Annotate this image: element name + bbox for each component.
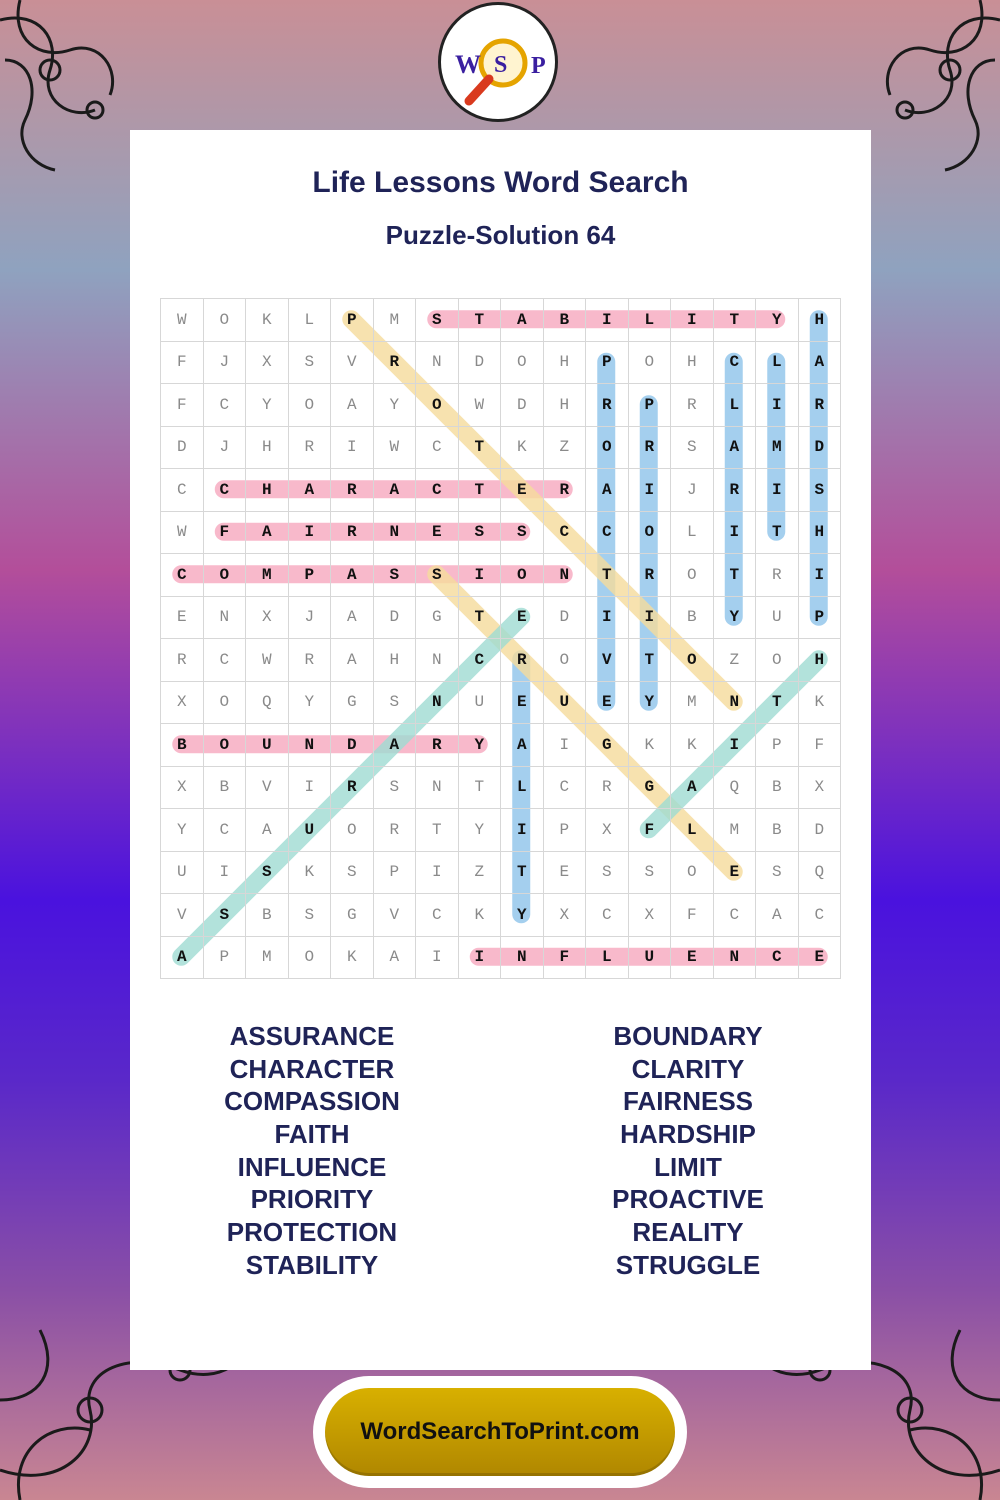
word-item-protection: PROTECTION xyxy=(226,1217,398,1248)
grid-cell[interactable]: Y xyxy=(714,597,757,640)
grid-cell[interactable]: C xyxy=(586,894,629,937)
corner-ornament-top-right xyxy=(870,0,1000,180)
grid-cell[interactable]: S xyxy=(246,852,289,895)
word-list-right xyxy=(538,1020,838,1282)
grid-cell[interactable]: M xyxy=(714,809,757,852)
grid-cell[interactable]: C xyxy=(204,384,247,427)
grid-cell[interactable]: K xyxy=(459,894,502,937)
page-subtitle: Puzzle-Solution 64 xyxy=(385,220,616,250)
grid-cell[interactable]: A xyxy=(501,724,544,767)
grid-cell[interactable]: E xyxy=(714,852,757,895)
grid-cell[interactable]: N xyxy=(416,682,459,725)
grid-cell[interactable]: J xyxy=(289,597,332,640)
grid-cell[interactable]: R xyxy=(331,469,374,512)
grid-cell[interactable]: A xyxy=(246,809,289,852)
grid-cell[interactable]: A xyxy=(374,724,417,767)
grid-cell[interactable]: V xyxy=(331,342,374,385)
wsp-logo[interactable] xyxy=(438,2,558,122)
grid-cell[interactable]: L xyxy=(289,299,332,342)
grid-cell[interactable]: T xyxy=(756,682,799,725)
grid-cell[interactable]: N xyxy=(714,937,757,980)
grid-cell[interactable]: I xyxy=(501,809,544,852)
grid-cell[interactable]: F xyxy=(629,809,672,852)
grid-cell[interactable]: E xyxy=(501,469,544,512)
grid-cell[interactable]: E xyxy=(799,937,842,980)
grid-cell[interactable]: M xyxy=(246,937,289,980)
grid-cell[interactable]: I xyxy=(714,724,757,767)
grid-cell[interactable]: I xyxy=(204,852,247,895)
grid-cell[interactable]: T xyxy=(416,809,459,852)
grid-cell[interactable]: B xyxy=(671,597,714,640)
grid-cell[interactable]: A xyxy=(374,937,417,980)
grid-cell[interactable]: W xyxy=(161,512,204,555)
grid-cell[interactable]: Y xyxy=(246,384,289,427)
grid-cell[interactable]: R xyxy=(544,469,587,512)
grid-cell[interactable]: S xyxy=(289,894,332,937)
logo-letter-p: P xyxy=(531,53,546,79)
puzzle-card xyxy=(130,130,871,1370)
grid-cell[interactable]: Y xyxy=(629,682,672,725)
grid-cell[interactable]: I xyxy=(714,512,757,555)
grid-cell[interactable]: T xyxy=(459,469,502,512)
grid-cell[interactable]: Z xyxy=(714,639,757,682)
page-title: Life Lessons Word Search xyxy=(312,166,689,199)
grid-cell[interactable]: X xyxy=(544,894,587,937)
grid-cell[interactable]: X xyxy=(161,682,204,725)
grid-cell[interactable]: C xyxy=(714,342,757,385)
grid-cell[interactable]: S xyxy=(756,852,799,895)
grid-cell[interactable]: A xyxy=(331,554,374,597)
grid-cell[interactable]: I xyxy=(756,384,799,427)
grid-cell[interactable]: H xyxy=(671,342,714,385)
grid-cell[interactable]: P xyxy=(629,384,672,427)
grid-cell[interactable]: W xyxy=(246,639,289,682)
grid-cell[interactable]: C xyxy=(544,767,587,810)
grid-cell[interactable]: J xyxy=(204,427,247,470)
grid-cell[interactable]: R xyxy=(629,554,672,597)
grid-cell[interactable]: W xyxy=(374,427,417,470)
grid-cell[interactable]: X xyxy=(246,342,289,385)
word-item-character: CHARACTER xyxy=(229,1053,395,1084)
grid-cell[interactable]: Q xyxy=(799,852,842,895)
grid-cell[interactable]: L xyxy=(671,512,714,555)
grid-cell[interactable]: C xyxy=(799,894,842,937)
grid-cell[interactable]: F xyxy=(204,512,247,555)
grid-cell[interactable]: K xyxy=(799,682,842,725)
grid-cell[interactable]: I xyxy=(416,937,459,980)
grid-cell[interactable]: F xyxy=(161,342,204,385)
grid-cell[interactable]: S xyxy=(416,554,459,597)
grid-cell[interactable]: F xyxy=(544,937,587,980)
grid-cell[interactable]: A xyxy=(799,342,842,385)
grid-cell[interactable]: N xyxy=(289,724,332,767)
grid-cell[interactable]: A xyxy=(714,427,757,470)
grid-cell[interactable]: H xyxy=(799,512,842,555)
grid-cell[interactable]: W xyxy=(459,384,502,427)
grid-cell[interactable]: N xyxy=(544,554,587,597)
grid-cell[interactable]: D xyxy=(544,597,587,640)
grid-cell[interactable]: V xyxy=(246,767,289,810)
grid-cell[interactable]: I xyxy=(289,512,332,555)
grid-cell[interactable]: C xyxy=(204,639,247,682)
grid-cell[interactable]: Q xyxy=(246,682,289,725)
grid-cell[interactable]: Y xyxy=(756,299,799,342)
magnifier-icon xyxy=(441,5,555,119)
grid-cell[interactable]: H xyxy=(799,639,842,682)
grid-cell[interactable]: R xyxy=(289,639,332,682)
grid-cell[interactable]: I xyxy=(799,554,842,597)
grid-cell[interactable]: R xyxy=(161,639,204,682)
grid-cell[interactable]: A xyxy=(501,299,544,342)
grid-cell[interactable]: F xyxy=(161,384,204,427)
grid-cell[interactable]: N xyxy=(416,639,459,682)
grid-cell[interactable]: N xyxy=(416,767,459,810)
grid-cell[interactable]: U xyxy=(459,682,502,725)
grid-cell[interactable]: D xyxy=(459,342,502,385)
grid-cell[interactable]: Y xyxy=(374,384,417,427)
grid-cell[interactable]: C xyxy=(416,894,459,937)
letter-grid xyxy=(160,298,841,979)
grid-cell[interactable]: J xyxy=(671,469,714,512)
grid-cell[interactable]: T xyxy=(459,597,502,640)
grid-cell[interactable]: X xyxy=(246,597,289,640)
grid-cell[interactable]: I xyxy=(459,937,502,980)
grid-cell[interactable]: L xyxy=(756,342,799,385)
grid-cell[interactable]: G xyxy=(629,767,672,810)
grid-cell[interactable]: I xyxy=(629,469,672,512)
grid-cell[interactable]: M xyxy=(374,299,417,342)
grid-cell[interactable]: C xyxy=(416,427,459,470)
grid-cell[interactable]: Z xyxy=(544,427,587,470)
grid-cell[interactable]: R xyxy=(756,554,799,597)
grid-cell[interactable]: O xyxy=(331,809,374,852)
grid-cell[interactable]: H xyxy=(544,342,587,385)
grid-cell[interactable]: G xyxy=(416,597,459,640)
grid-cell[interactable]: B xyxy=(544,299,587,342)
word-search-grid xyxy=(160,298,840,978)
grid-cell[interactable]: R xyxy=(374,809,417,852)
grid-cell[interactable]: E xyxy=(416,512,459,555)
grid-cell[interactable]: I xyxy=(289,767,332,810)
grid-cell[interactable]: U xyxy=(161,852,204,895)
grid-cell[interactable]: I xyxy=(756,469,799,512)
grid-cell[interactable]: K xyxy=(629,724,672,767)
grid-cell[interactable]: S xyxy=(416,299,459,342)
grid-cell[interactable]: T xyxy=(501,852,544,895)
grid-cell[interactable]: T xyxy=(459,299,502,342)
grid-cell[interactable]: L xyxy=(501,767,544,810)
grid-cell[interactable]: I xyxy=(416,852,459,895)
grid-cell[interactable]: Z xyxy=(459,852,502,895)
grid-cell[interactable]: T xyxy=(459,767,502,810)
grid-cell[interactable]: K xyxy=(331,937,374,980)
grid-cell[interactable]: O xyxy=(204,682,247,725)
grid-cell[interactable]: X xyxy=(161,767,204,810)
grid-cell[interactable]: O xyxy=(501,342,544,385)
grid-cell[interactable]: A xyxy=(756,894,799,937)
grid-cell[interactable]: C xyxy=(586,512,629,555)
grid-cell[interactable]: V xyxy=(374,894,417,937)
website-banner[interactable] xyxy=(313,1376,687,1488)
grid-cell[interactable]: O xyxy=(289,937,332,980)
word-item-priority: PRIORITY xyxy=(250,1184,374,1215)
grid-cell[interactable]: N xyxy=(204,597,247,640)
grid-cell[interactable]: B xyxy=(246,894,289,937)
logo-letter-w: W xyxy=(455,50,481,79)
grid-cell[interactable]: D xyxy=(799,427,842,470)
grid-cell[interactable]: A xyxy=(161,937,204,980)
grid-cell[interactable]: U xyxy=(289,809,332,852)
grid-cell[interactable]: R xyxy=(501,639,544,682)
grid-cell[interactable]: N xyxy=(374,512,417,555)
grid-cell[interactable]: U xyxy=(544,682,587,725)
grid-cell[interactable]: A xyxy=(671,767,714,810)
grid-cell[interactable]: K xyxy=(501,427,544,470)
grid-cell[interactable]: G xyxy=(331,682,374,725)
grid-cell[interactable]: F xyxy=(799,724,842,767)
grid-cell[interactable]: S xyxy=(204,894,247,937)
grid-cell[interactable]: C xyxy=(714,894,757,937)
grid-cell[interactable]: R xyxy=(416,724,459,767)
grid-cell[interactable]: S xyxy=(671,427,714,470)
grid-cell[interactable]: S xyxy=(586,852,629,895)
grid-cell[interactable]: B xyxy=(161,724,204,767)
grid-cell[interactable]: Q xyxy=(714,767,757,810)
grid-cell[interactable]: E xyxy=(671,937,714,980)
grid-cell[interactable]: R xyxy=(714,469,757,512)
grid-cell[interactable]: E xyxy=(161,597,204,640)
grid-cell[interactable]: C xyxy=(756,937,799,980)
word-item-stability: STABILITY xyxy=(245,1249,379,1280)
corner-ornament-top-left xyxy=(0,0,130,180)
grid-cell[interactable]: O xyxy=(416,384,459,427)
word-item-faith: FAITH xyxy=(274,1119,350,1150)
grid-cell[interactable]: T xyxy=(756,512,799,555)
grid-cell[interactable]: M xyxy=(756,427,799,470)
grid-cell[interactable]: R xyxy=(799,384,842,427)
grid-cell[interactable]: Y xyxy=(459,809,502,852)
grid-cell[interactable]: X xyxy=(799,767,842,810)
grid-cell[interactable]: D xyxy=(374,597,417,640)
grid-cell[interactable]: Y xyxy=(289,682,332,725)
grid-cell[interactable]: V xyxy=(586,639,629,682)
grid-cell[interactable]: S xyxy=(374,767,417,810)
grid-cell[interactable]: N xyxy=(714,682,757,725)
grid-cell[interactable]: P xyxy=(586,342,629,385)
logo-letter-s: S xyxy=(494,52,508,78)
grid-cell[interactable]: S xyxy=(331,852,374,895)
grid-cell[interactable]: I xyxy=(671,299,714,342)
grid-cell[interactable]: P xyxy=(331,299,374,342)
grid-cell[interactable]: S xyxy=(289,342,332,385)
grid-cell[interactable]: O xyxy=(629,512,672,555)
grid-cell[interactable]: X xyxy=(586,809,629,852)
grid-cell[interactable]: O xyxy=(756,639,799,682)
grid-cell[interactable]: U xyxy=(756,597,799,640)
word-item-fairness: FAIRNESS xyxy=(622,1086,754,1117)
grid-cell[interactable]: H xyxy=(246,427,289,470)
grid-cell[interactable]: A xyxy=(331,639,374,682)
grid-cell[interactable]: A xyxy=(331,384,374,427)
grid-cell[interactable]: O xyxy=(204,554,247,597)
grid-cell[interactable]: B xyxy=(756,767,799,810)
grid-cell[interactable]: L xyxy=(629,299,672,342)
grid-cell[interactable]: S xyxy=(799,469,842,512)
grid-cell[interactable]: R xyxy=(671,384,714,427)
word-item-reality: REALITY xyxy=(632,1217,744,1248)
word-item-influence: INFLUENCE xyxy=(237,1151,387,1182)
grid-cell[interactable]: T xyxy=(586,554,629,597)
word-item-clarity: CLARITY xyxy=(631,1053,745,1084)
word-item-limit: LIMIT xyxy=(654,1151,722,1182)
word-item-compassion: COMPASSION xyxy=(224,1086,400,1117)
grid-cell[interactable]: K xyxy=(246,299,289,342)
grid-cell[interactable]: C xyxy=(459,639,502,682)
grid-cell[interactable]: D xyxy=(331,724,374,767)
grid-cell[interactable]: T xyxy=(629,639,672,682)
grid-cell[interactable]: C xyxy=(204,469,247,512)
grid-cell[interactable]: H xyxy=(544,384,587,427)
grid-cell[interactable]: I xyxy=(459,554,502,597)
grid-cell[interactable]: C xyxy=(161,469,204,512)
grid-cell[interactable]: I xyxy=(331,427,374,470)
grid-cell[interactable]: S xyxy=(459,512,502,555)
word-item-boundary: BOUNDARY xyxy=(613,1021,763,1051)
grid-cell[interactable]: R xyxy=(629,427,672,470)
grid-cell[interactable]: X xyxy=(629,894,672,937)
grid-cell[interactable]: L xyxy=(586,937,629,980)
grid-cell[interactable]: E xyxy=(501,597,544,640)
grid-cell[interactable]: S xyxy=(374,554,417,597)
grid-cell[interactable]: G xyxy=(331,894,374,937)
grid-cell[interactable]: C xyxy=(161,554,204,597)
grid-cell[interactable]: I xyxy=(629,597,672,640)
grid-cell[interactable]: N xyxy=(501,937,544,980)
grid-cell[interactable]: P xyxy=(799,597,842,640)
grid-cell[interactable]: E xyxy=(501,682,544,725)
grid-cell[interactable]: H xyxy=(374,639,417,682)
grid-cell[interactable]: C xyxy=(544,512,587,555)
grid-cell[interactable]: O xyxy=(204,724,247,767)
grid-cell[interactable]: K xyxy=(289,852,332,895)
grid-cell[interactable]: R xyxy=(331,512,374,555)
grid-cell[interactable]: N xyxy=(416,342,459,385)
word-item-proactive: PROACTIVE xyxy=(612,1184,764,1215)
grid-cell[interactable]: P xyxy=(204,937,247,980)
grid-cell[interactable]: P xyxy=(289,554,332,597)
grid-cell[interactable]: E xyxy=(544,852,587,895)
grid-cell[interactable]: O xyxy=(289,384,332,427)
grid-cell[interactable]: O xyxy=(671,554,714,597)
grid-cell[interactable]: R xyxy=(289,427,332,470)
grid-cell[interactable]: B xyxy=(204,767,247,810)
grid-cell[interactable]: P xyxy=(374,852,417,895)
word-item-struggle: STRUGGLE xyxy=(615,1249,761,1280)
grid-cell[interactable]: O xyxy=(671,639,714,682)
grid-cell[interactable]: F xyxy=(671,894,714,937)
grid-cell[interactable]: P xyxy=(756,724,799,767)
grid-cell[interactable]: S xyxy=(374,682,417,725)
grid-cell[interactable]: M xyxy=(246,554,289,597)
website-link[interactable]: WordSearchToPrint.com xyxy=(325,1388,675,1476)
word-item-hardship: HARDSHIP xyxy=(620,1119,756,1150)
grid-cell[interactable]: A xyxy=(289,469,332,512)
grid-cell[interactable]: P xyxy=(544,809,587,852)
grid-cell[interactable]: Y xyxy=(501,894,544,937)
grid-cell[interactable]: I xyxy=(586,597,629,640)
grid-cell[interactable]: D xyxy=(161,427,204,470)
grid-cell[interactable]: C xyxy=(416,469,459,512)
grid-cell[interactable]: O xyxy=(586,427,629,470)
grid-cell[interactable]: A xyxy=(331,597,374,640)
grid-cell[interactable]: O xyxy=(671,852,714,895)
grid-cell[interactable]: T xyxy=(714,554,757,597)
grid-cell[interactable]: G xyxy=(586,724,629,767)
grid-cell[interactable]: U xyxy=(629,937,672,980)
grid-cell[interactable]: O xyxy=(501,554,544,597)
grid-cell[interactable]: D xyxy=(799,809,842,852)
grid-cell[interactable]: R xyxy=(586,767,629,810)
grid-cell[interactable]: O xyxy=(204,299,247,342)
grid-cell[interactable]: C xyxy=(204,809,247,852)
grid-cell[interactable]: O xyxy=(544,639,587,682)
grid-cell[interactable]: Y xyxy=(161,809,204,852)
grid-cell[interactable]: O xyxy=(629,342,672,385)
grid-cell[interactable]: R xyxy=(586,384,629,427)
grid-cell[interactable]: S xyxy=(629,852,672,895)
grid-cell[interactable]: H xyxy=(799,299,842,342)
grid-cell[interactable]: W xyxy=(161,299,204,342)
grid-cell[interactable]: H xyxy=(246,469,289,512)
grid-cell[interactable]: L xyxy=(671,809,714,852)
grid-cell[interactable]: R xyxy=(331,767,374,810)
grid-cell[interactable]: B xyxy=(756,809,799,852)
grid-cell[interactable]: A xyxy=(586,469,629,512)
word-item-assurance: ASSURANCE xyxy=(229,1021,395,1051)
grid-cell[interactable]: M xyxy=(671,682,714,725)
grid-cell[interactable]: K xyxy=(671,724,714,767)
grid-cell[interactable]: T xyxy=(714,299,757,342)
grid-cell[interactable]: J xyxy=(204,342,247,385)
grid-cell[interactable]: A xyxy=(246,512,289,555)
grid-cell[interactable]: V xyxy=(161,894,204,937)
grid-cell[interactable]: I xyxy=(586,299,629,342)
grid-cell[interactable]: E xyxy=(586,682,629,725)
grid-cell[interactable]: A xyxy=(374,469,417,512)
grid-cell[interactable]: D xyxy=(501,384,544,427)
grid-cell[interactable]: L xyxy=(714,384,757,427)
grid-cell[interactable]: U xyxy=(246,724,289,767)
grid-cell[interactable]: I xyxy=(544,724,587,767)
grid-cell[interactable]: S xyxy=(501,512,544,555)
grid-cell[interactable]: R xyxy=(374,342,417,385)
word-list-left xyxy=(162,1020,462,1282)
grid-cell[interactable]: Y xyxy=(459,724,502,767)
grid-cell[interactable]: T xyxy=(459,427,502,470)
